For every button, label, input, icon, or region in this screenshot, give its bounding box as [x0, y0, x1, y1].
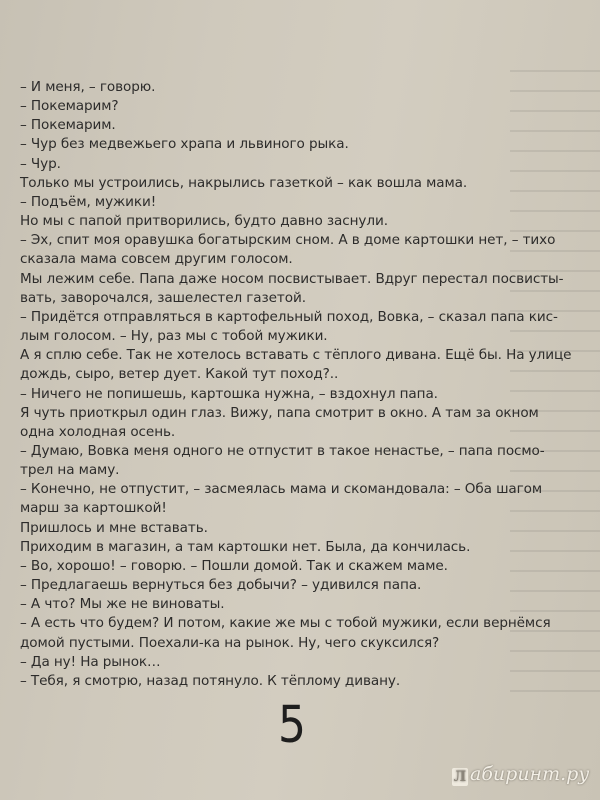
text-line: – Да ну! На рынок… — [20, 653, 161, 670]
text-line: – Тебя, я смотрю, назад потянуло. К тёплому дивану. — [20, 672, 401, 689]
watermark-text: абиринт.ру — [470, 763, 590, 785]
text-line: вать, заворочался, зашелестел газетой. — [20, 289, 306, 306]
text-line: – Эх, спит моя оравушка богатырским сном. А в доме картошки нет, – тихо — [20, 232, 556, 249]
text-line: – Думаю, Вовка меня одного не отпустит в такое ненастье, – папа посмо- — [20, 442, 545, 459]
text-line: Но мы с папой притворились, будто давно заснули. — [20, 213, 388, 230]
text-line: – Придётся отправляться в картофельный поход, Вовка, – сказал папа кис- — [20, 308, 558, 325]
text-line: – Чур без медвежьего храпа и львиного рыка. — [20, 136, 349, 153]
text-line: дождь, сыро, ветер дует. Какой тут поход?.. — [20, 366, 339, 383]
text-line: Приходим в магазин, а там картошки нет. Была, да кончилась. — [20, 538, 471, 555]
text-line: Пришлось и мне вставать. — [20, 519, 208, 536]
text-line: – Чур. — [20, 155, 61, 172]
text-line: домой пустыми. Поехали-ка на рынок. Ну, чего скуксился? — [20, 634, 440, 651]
text-line: А я сплю себе. Так не хотелось вставать с тёплого дивана. Ещё бы. На улице — [20, 347, 572, 364]
text-line: – Подъём, мужики! — [20, 193, 157, 210]
page-number: 5 — [278, 696, 306, 755]
text-line: одна холодная осень. — [20, 423, 176, 440]
text-line: – Предлагаешь вернуться без добычи? – удивился папа. — [20, 577, 422, 594]
text-line: марш за картошкой! — [20, 500, 167, 517]
page-text — [20, 78, 590, 691]
text-line: Мы лежим себе. Папа даже носом посвистывает. Вдруг перестал посвисты- — [20, 270, 564, 287]
text-line: – И меня, – говорю. — [20, 79, 156, 95]
labirint-watermark — [452, 763, 589, 786]
labirint-logo-icon: Л — [453, 769, 467, 785]
text-line: – Покемарим. — [20, 117, 116, 134]
text-line: Только мы устроились, накрылись газеткой – как вошла мама. — [20, 174, 468, 191]
text-line: лым голосом. – Ну, раз мы с тобой мужики. — [20, 328, 328, 345]
text-line: Я чуть приоткрыл один глаз. Вижу, папа смотрит в окно. А там за окном — [20, 404, 539, 421]
text-line: – Во, хорошо! – говорю. – Пошли домой. Так и скажем маме. — [20, 557, 448, 574]
text-line: – Ничего не попишешь, картошка нужна, – вздохнул папа. — [20, 385, 438, 402]
text-line: – Конечно, не отпустит, – засмеялась мама и скомандовала: – Оба шагом — [20, 481, 543, 498]
text-line: – А есть что будем? И потом, какие же мы с тобой мужики, если вернёмся — [20, 615, 551, 632]
text-line: сказала мама совсем другим голосом. — [20, 251, 293, 268]
text-line: – Покемарим? — [20, 98, 119, 115]
text-line: трел на маму. — [20, 462, 120, 479]
text-line: – А что? Мы же не виноваты. — [20, 596, 225, 613]
